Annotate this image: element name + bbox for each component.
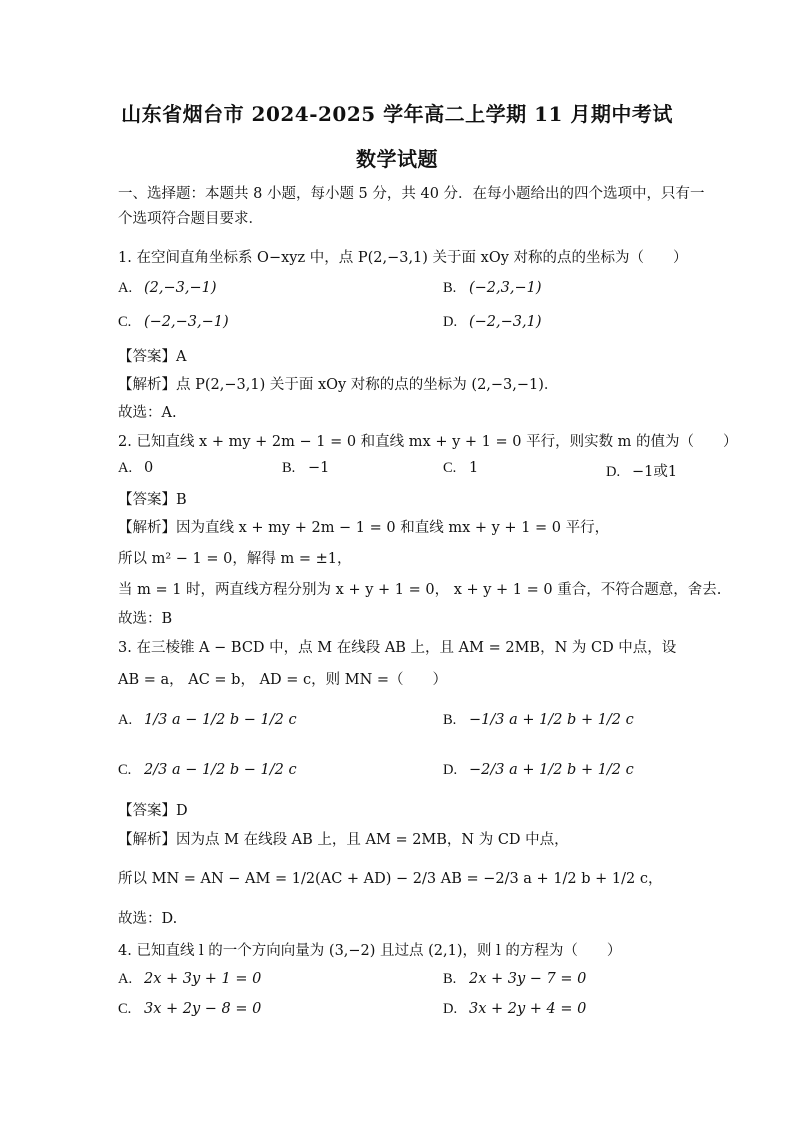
q4-option-b: B. 2x + 3y − 7 = 0 (443, 971, 587, 987)
q1-option-c-text: (−2,−3,−1) (144, 314, 229, 330)
q2-analysis-line3: 当 m = 1 时，两直线方程分别为 x + y + 1 = 0， x + y + 1 = 0 重合，不符合题意，舍去. (118, 582, 722, 598)
q3-option-d: D. −2/3 a + 1/2 b + 1/2 c (443, 762, 634, 778)
q3-option-a-text: 1/3 a − 1/2 b − 1/2 c (144, 712, 297, 728)
q3-conclusion: 故选：D. (118, 911, 178, 927)
q1-option-a-text: (2,−3,−1) (144, 280, 217, 296)
q1-stem: 1. 在空间直角坐标系 O−xyz 中，点 P(2,−3,1) 关于面 xOy 对称的点的坐标为（ ） (118, 250, 688, 266)
q3-stem-line2: AB = a， AC = b， AD = c，则 MN =（ ） (118, 672, 448, 688)
exam-subtitle: 数学试题 (356, 147, 438, 171)
q3-option-d-text: −2/3 a + 1/2 b + 1/2 c (469, 762, 634, 778)
q3-option-c: C. 2/3 a − 1/2 b − 1/2 c (118, 762, 297, 778)
q1-option-c: C. (−2,−3,−1) (118, 314, 229, 330)
q2-answer: 【答案】B (118, 492, 187, 508)
q2-option-d: D. −1或1 (606, 464, 678, 480)
q1-conclusion: 故选：A. (118, 405, 177, 421)
q4-option-a-text: 2x + 3y + 1 = 0 (144, 971, 262, 987)
q4-option-c-text: 3x + 2y − 8 = 0 (144, 1001, 262, 1017)
q2-analysis-line2: 所以 m² − 1 = 0，解得 m = ±1， (118, 551, 352, 567)
q2-option-b-text: −1 (308, 460, 330, 476)
q2-option-c: C. 1 (443, 460, 479, 476)
q3-option-b-text: −1/3 a + 1/2 b + 1/2 c (469, 712, 634, 728)
q1-option-d: D. (−2,−3,1) (443, 314, 542, 330)
q3-analysis-line2: 所以 MN = AN − AM = 1/2(AC + AD) − 2/3 AB = −2/3 a + 1/2 b + 1/2 c， (118, 871, 663, 887)
q1-analysis: 【解析】点 P(2,−3,1) 关于面 xOy 对称的点的坐标为 (2,−3,−1)． (118, 377, 559, 393)
q4-option-b-text: 2x + 3y − 7 = 0 (469, 971, 587, 987)
section-instruction-line2: 个选项符合题目要求． (118, 211, 263, 227)
q2-option-c-text: 1 (469, 460, 479, 476)
q1-option-b: B. (−2,3,−1) (443, 280, 542, 296)
q4-option-c: C. 3x + 2y − 8 = 0 (118, 1001, 262, 1017)
q2-option-b: B. −1 (282, 460, 330, 476)
q2-option-a: A. 0 (118, 460, 154, 476)
q2-option-a-text: 0 (144, 460, 154, 476)
q3-analysis-line1: 【解析】因为点 M 在线段 AB 上，且 AM = 2MB，N 为 CD 中点， (118, 832, 569, 848)
q2-stem: 2. 已知直线 x + my + 2m − 1 = 0 和直线 mx + y + 1 = 0 平行，则实数 m 的值为（ ） (118, 434, 738, 450)
q4-option-d-text: 3x + 2y + 4 = 0 (469, 1001, 587, 1017)
q3-option-a: A. 1/3 a − 1/2 b − 1/2 c (118, 712, 297, 728)
q3-option-b: B. −1/3 a + 1/2 b + 1/2 c (443, 712, 634, 728)
section-instruction-line1: 一、选择题：本题共 8 小题，每小题 5 分，共 40 分．在每小题给出的四个选项中，只有一 (118, 186, 705, 202)
q1-option-d-text: (−2,−3,1) (469, 314, 542, 330)
q3-stem-line1: 3. 在三棱锥 A − BCD 中，点 M 在线段 AB 上，且 AM = 2MB，N 为 CD 中点，设 (118, 640, 677, 656)
q4-option-d: D. 3x + 2y + 4 = 0 (443, 1001, 587, 1017)
q2-option-d-text: −1或1 (632, 464, 678, 480)
q1-answer: 【答案】A (118, 349, 187, 365)
q2-analysis-line1: 【解析】因为直线 x + my + 2m − 1 = 0 和直线 mx + y + 1 = 0 平行， (118, 520, 610, 536)
q4-stem: 4. 已知直线 l 的一个方向向量为 (3,−2) 且过点 (2,1)，则 l 的方程为（ ） (118, 943, 622, 959)
q3-option-c-text: 2/3 a − 1/2 b − 1/2 c (144, 762, 297, 778)
q1-option-a: A. (2,−3,−1) (118, 280, 217, 296)
q1-option-b-text: (−2,3,−1) (469, 280, 542, 296)
q3-answer: 【答案】D (118, 803, 188, 819)
q4-option-a: A. 2x + 3y + 1 = 0 (118, 971, 262, 987)
q2-conclusion: 故选：B (118, 611, 173, 627)
exam-title: 山东省烟台市 2024-2025 学年高二上学期 11 月期中考试 (121, 102, 673, 126)
